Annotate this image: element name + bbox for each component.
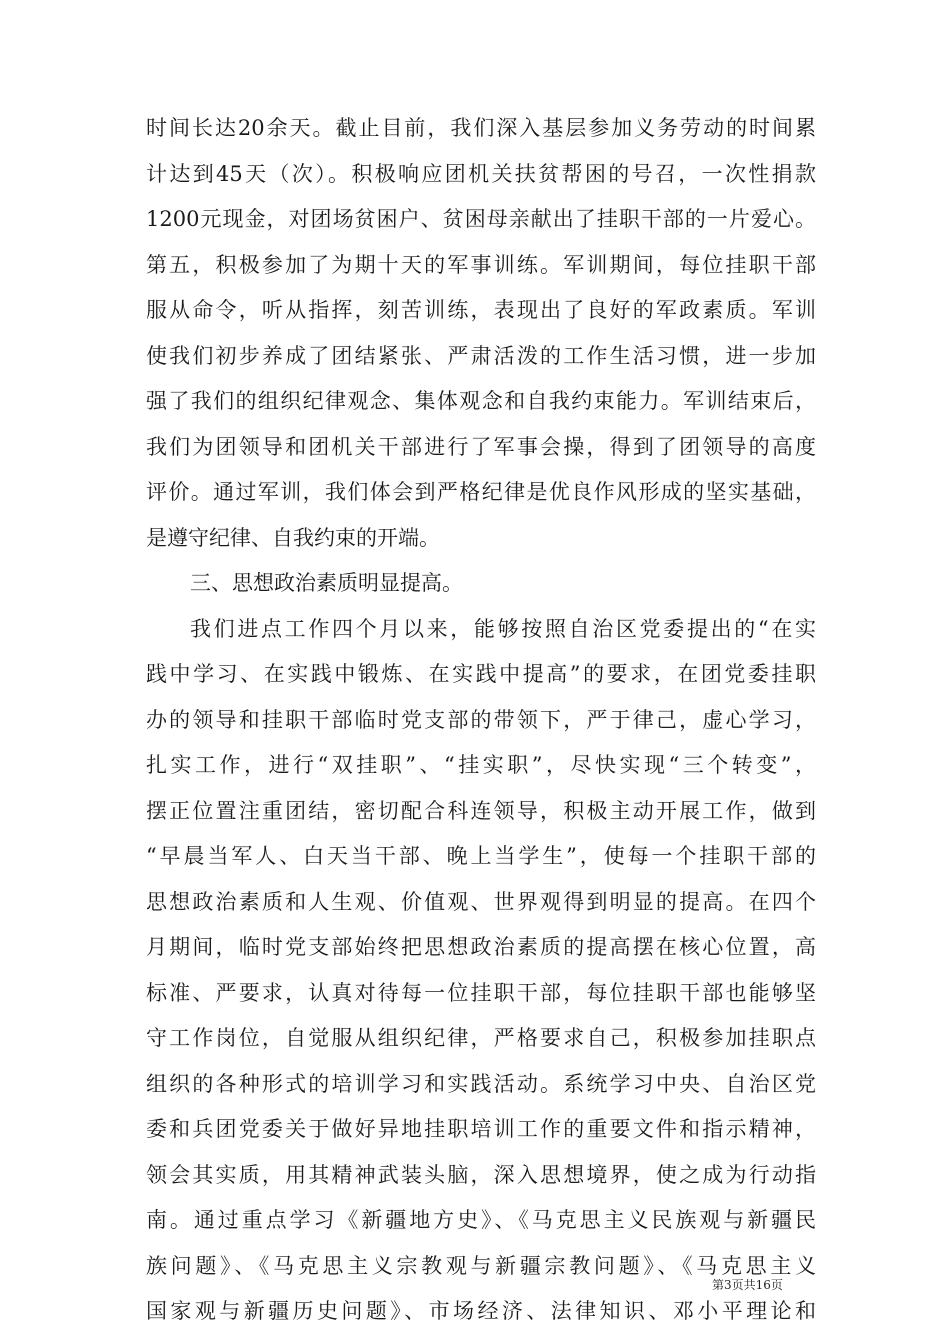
text-line: 守工作岗位，自觉服从组织纪律，严格要求自己，积极参加挂职点 [146, 1026, 816, 1050]
text-line: 南。通过重点学习《新疆地方史》、《马克思主义民族观与新疆民 [146, 1208, 816, 1232]
text-line: 我们进点工作四个月以来，能够按照自治区党委提出的“在实 [190, 617, 816, 641]
text-line: 委和兵团党委关于做好异地挂职培训工作的重要文件和指示精神， [146, 1117, 816, 1141]
text-line: 评价。通过军训，我们体会到严格纪律是优良作风形成的坚实基础， [146, 480, 816, 504]
text-line: 计达到45天（次）。积极响应团机关扶贫帮困的号召，一次性捐款 [146, 162, 816, 186]
text-line: 践中学习、在实践中锻炼、在实践中提高”的要求，在团党委挂职 [146, 662, 816, 686]
page-number: 第3页共16页 [712, 1278, 783, 1292]
text-line: 族问题》、《马克思主义宗教观与新疆宗教问题》、《马克思主义 [146, 1254, 816, 1278]
text-line: 1200元现金，对团场贫困户、贫困母亲献出了挂职干部的一片爱心。 [146, 207, 816, 231]
text-line: 国家观与新疆历史问题》、市场经济、法律知识、邓小平理论和 [146, 1299, 816, 1323]
text-line: “早晨当军人、白天当干部、晚上当学生”，使每一个挂职干部的 [146, 844, 816, 868]
text-line: 思想政治素质和人生观、价值观、世界观得到明显的提高。在四个 [146, 890, 816, 914]
text-line: 强了我们的组织纪律观念、集体观念和自我约束能力。军训结束后， [146, 389, 816, 413]
text-line: 扎实工作，进行“双挂职”、“挂实职”，尽快实现“三个转变”， [146, 753, 816, 777]
text-line: 领会其实质，用其精神武装头脑，深入思想境界，使之成为行动指 [146, 1163, 816, 1187]
text-line: 是遵守纪律、自我约束的开端。 [146, 526, 440, 550]
text-line: 第五，积极参加了为期十天的军事训练。军训期间，每位挂职干部 [146, 253, 816, 277]
text-line: 摆正位置注重团结，密切配合科连领导，积极主动开展工作，做到 [146, 799, 816, 823]
text-line: 服从命令，听从指挥，刻苦训练，表现出了良好的军政素质。军训 [146, 298, 816, 322]
text-line: 我们为团领导和团机关干部进行了军事会操，得到了团领导的高度 [146, 435, 816, 459]
text-line: 时间长达20余天。截止目前，我们深入基层参加义务劳动的时间累 [146, 116, 816, 140]
text-line: 月期间，临时党支部始终把思想政治素质的提高摆在核心位置，高 [146, 935, 816, 959]
text-line: 使我们初步养成了团结紧张、严肃活泼的工作生活习惯，进一步加 [146, 344, 816, 368]
text-line: 办的领导和挂职干部临时党支部的带领下，严于律己，虚心学习， [146, 708, 816, 732]
text-line: 标准、严要求，认真对待每一位挂职干部，每位挂职干部也能够坚 [146, 981, 816, 1005]
section-heading: 三、思想政治素质明显提高。 [190, 571, 463, 595]
text-line: 组织的各种形式的培训学习和实践活动。系统学习中央、自治区党 [146, 1072, 816, 1096]
